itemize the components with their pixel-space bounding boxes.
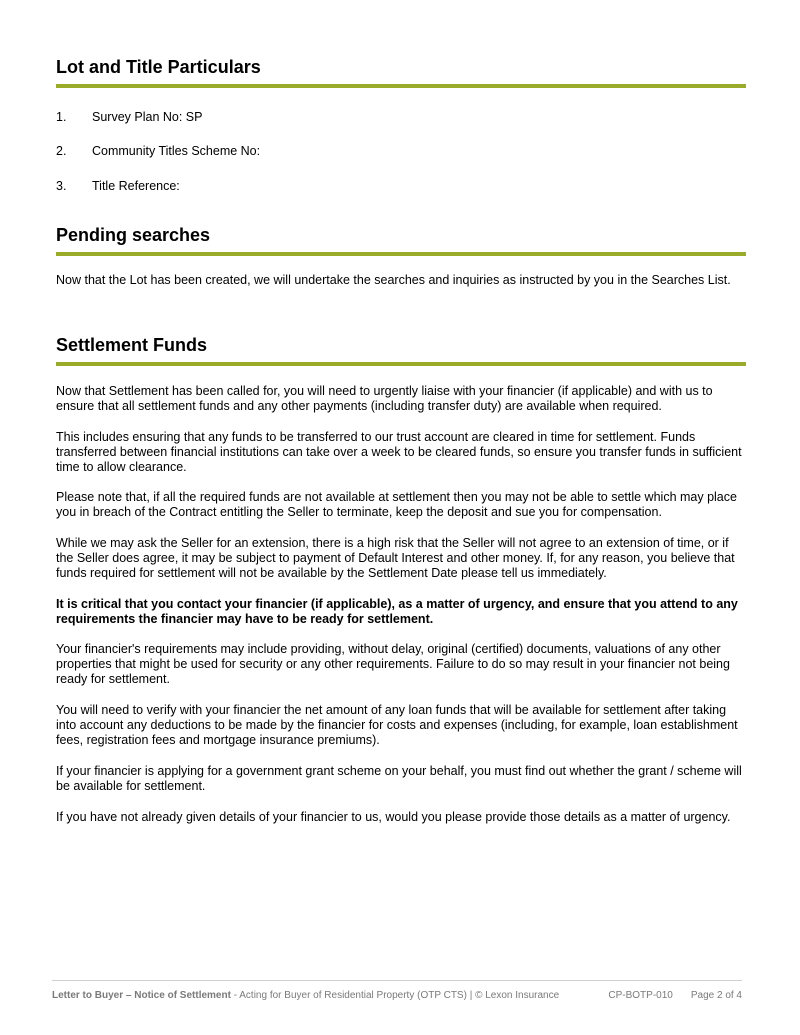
lot-item-1 [56,110,202,124]
funds-paragraph-7: You will need to verify with your financier the net amount of any loan funds that will be available for settlement after taking into account any deductions to be made by the financier for costs and expenses (including, for example, loan establishment fees, registration fees and mortgage insurance premiums). [56,703,738,748]
pending-heading: Pending searches [56,225,211,245]
funds-paragraph-6: Your financier's requirements may include providing, without delay, original (certified) documents, valuations of any other properties that might be used for security or any other requirements. Failure to do so may result in your financier not being ready for settlement. [56,642,730,687]
pending-paragraph: Now that the Lot has been created, we will undertake the searches and inquiries as instructed by you in the Searches List. [56,273,731,287]
funds-paragraph-9: If you have not already given details of your financier to us, would you please provide those details as a matter of urgency. [56,810,731,824]
list-text: Community Titles Scheme No: [92,144,261,158]
funds-paragraph-8: If your financier is applying for a government grant scheme on your behalf, you must find out whether the grant / scheme will be available for settlement. [56,764,742,794]
lot-heading: Lot and Title Particulars [56,57,261,77]
funds-paragraph-1: Now that Settlement has been called for, you will need to urgently liaise with your financier (if applicable) and with us to ensure that all settlement funds and any other payments (including transfer duty) are available when required. [56,384,713,414]
list-text: Survey Plan No: SP [92,110,203,124]
funds-paragraph-4: While we may ask the Seller for an extension, there is a high risk that the Seller will not agree to an extension of time, or if the Seller does agree, it may be subject to payment of Default Interest and other money. If, for any reason, you believe that funds required for settlement will not be available by the Settlement Date please tell us immediately. [56,536,735,581]
footer-left [52,990,559,1001]
footer-title: Letter to Buyer – Notice of Settlement [52,990,231,1001]
funds-heading: Settlement Funds [56,335,208,355]
page-footer [52,990,742,1001]
list-number: 1. [56,110,67,124]
lot-heading-rule [56,84,746,88]
funds-heading-rule [56,362,746,366]
footer-rule [52,980,742,981]
list-number: 3. [56,179,67,193]
footer-code: CP-BOTP-010 [608,990,673,1001]
funds-paragraph-2: This includes ensuring that any funds to be transferred to our trust account are cleared in time for settlement. Funds transferred between financial institutions can take over a week to be cleared funds, so ensure you transfer funds in sufficient time to allow clearance. [56,430,742,475]
footer-page-number: Page 2 of 4 [690,990,742,1001]
footer-right [590,990,742,1001]
list-number: 2. [56,144,67,158]
lot-item-3 [56,179,180,193]
funds-paragraph-5: It is critical that you contact your financier (if applicable), as a matter of urgency, and ensure that you attend to any requirements the financier may have to be ready for settlement. [56,597,738,627]
footer-subtitle: - Acting for Buyer of Residential Property (OTP CTS) | © Lexon Insurance [230,990,560,1001]
funds-paragraph-3: Please note that, if all the required funds are not available at settlement then you may not be able to settle which may place you in breach of the Contract entitling the Seller to terminate, keep the deposit and sue you for compensation. [56,490,737,520]
pending-heading-rule [56,252,746,256]
list-text: Title Reference: [92,179,180,193]
lot-item-2 [56,144,260,158]
